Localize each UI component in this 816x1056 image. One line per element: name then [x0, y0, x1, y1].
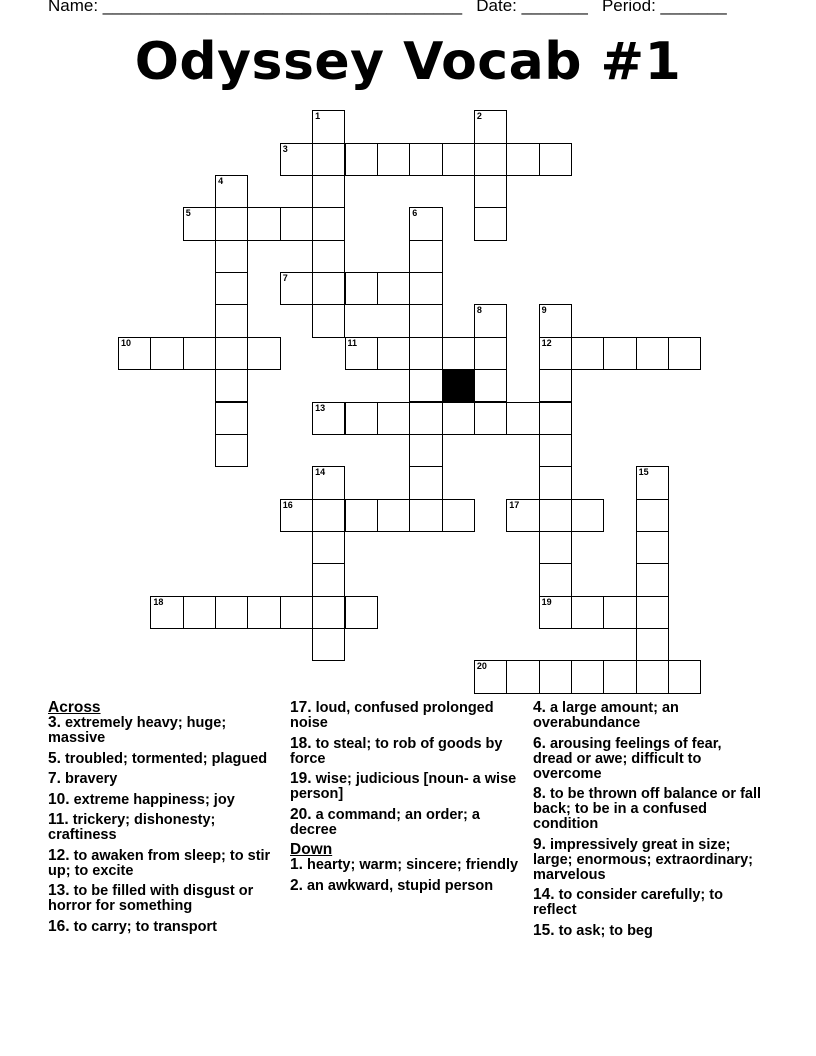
crossword-cell[interactable]: [539, 596, 572, 629]
clue-number-label: 17.: [290, 699, 312, 716]
clue-number: 7: [282, 273, 288, 284]
crossword-cell[interactable]: [474, 175, 507, 208]
clue-text: impressively great in size; large; enormous; extraordinary; marvelous: [533, 836, 753, 883]
clue-number: 8: [476, 305, 482, 316]
crossword-cell[interactable]: [539, 304, 572, 337]
clue: [48, 883, 280, 914]
crossword-cell[interactable]: [636, 499, 669, 532]
crossword-cell[interactable]: [118, 337, 151, 370]
clue-column-3: [533, 700, 765, 943]
crossword-cell[interactable]: [474, 110, 507, 143]
crossword-cell[interactable]: [506, 660, 539, 693]
crossword-cell[interactable]: [603, 660, 636, 693]
clue: [533, 700, 765, 731]
clue-number-label: 18.: [290, 734, 312, 752]
crossword-cell[interactable]: [474, 143, 507, 176]
crossword-cell[interactable]: [409, 304, 442, 337]
crossword-cell[interactable]: [215, 434, 248, 467]
clue-number-label: 5.: [48, 749, 61, 767]
clue-column-2: [290, 700, 520, 898]
crossword-cell[interactable]: [409, 434, 442, 467]
crossword-cell[interactable]: [377, 272, 410, 305]
clue-text: arousing feelings of fear, dread or awe; difficult to overcome: [533, 735, 722, 782]
crossword-cell[interactable]: [150, 596, 183, 629]
down-clue-list: [290, 857, 520, 894]
crossword-cell[interactable]: [312, 240, 345, 273]
clue-number-label: 20.: [290, 805, 312, 823]
clue: [48, 848, 280, 879]
crossword-cell[interactable]: [247, 207, 280, 240]
crossword-cell[interactable]: [312, 628, 345, 661]
crossword-cell[interactable]: [183, 596, 216, 629]
crossword-cell[interactable]: [215, 175, 248, 208]
crossword-cell[interactable]: [247, 337, 280, 370]
crossword-cell[interactable]: [539, 143, 572, 176]
across-heading: Across: [48, 699, 101, 716]
clue: [290, 700, 520, 731]
crossword-cell[interactable]: [442, 499, 475, 532]
crossword-cell[interactable]: [603, 596, 636, 629]
clue: [533, 736, 765, 782]
crossword-cell[interactable]: [636, 563, 669, 596]
crossword-cell[interactable]: [409, 369, 442, 402]
crossword-cell[interactable]: [409, 466, 442, 499]
clue-number-label: 9.: [533, 835, 546, 853]
crossword-cell[interactable]: [636, 531, 669, 564]
clue-text: a command; an order; a decree: [290, 806, 480, 838]
crossword-cell[interactable]: [409, 402, 442, 435]
crossword-cell[interactable]: [409, 240, 442, 273]
crossword-cell[interactable]: [668, 660, 701, 693]
clue-number: 10: [121, 337, 132, 348]
clue: [48, 715, 280, 746]
crossword-cell[interactable]: [312, 304, 345, 337]
clue-text: an awkward, stupid person: [302, 877, 494, 894]
crossword-cell[interactable]: [312, 207, 345, 240]
clue: [48, 751, 280, 767]
crossword-cell[interactable]: [280, 143, 313, 176]
clue: [290, 857, 520, 873]
clue: [533, 837, 765, 883]
crossword-cell[interactable]: [280, 207, 313, 240]
clue-number: 9: [541, 305, 547, 316]
clue: [290, 736, 520, 767]
crossword-cell[interactable]: [474, 660, 507, 693]
crossword-cell[interactable]: [345, 272, 378, 305]
clue-text: loud, confused prolonged noise: [290, 700, 494, 731]
clue-number: 1: [315, 111, 321, 122]
clue: [48, 792, 280, 808]
clue: [290, 771, 520, 802]
crossword-cell[interactable]: [474, 369, 507, 402]
crossword-cell[interactable]: [409, 143, 442, 176]
clue-text: extremely heavy; huge; massive: [48, 715, 227, 746]
down-heading: Down: [290, 841, 333, 858]
clue-number: 14: [315, 467, 326, 478]
crossword-cell[interactable]: [442, 143, 475, 176]
across-clue-list-continued: [290, 700, 520, 838]
crossword-cell[interactable]: [377, 499, 410, 532]
clue-text: trickery; dishonesty; craftiness: [48, 812, 216, 843]
clue-number: 6: [412, 208, 418, 219]
clue: [48, 771, 280, 787]
clue-number-label: 16.: [48, 917, 70, 935]
clue-text: wise; judicious [noun- a wise person]: [290, 771, 517, 802]
crossword-cell[interactable]: [474, 207, 507, 240]
clue-text: to steal; to rob of goods by force: [290, 735, 503, 767]
crossword-cell[interactable]: [409, 499, 442, 532]
clue-number: 2: [476, 111, 482, 122]
crossword-cell[interactable]: [506, 143, 539, 176]
crossword-cell[interactable]: [636, 628, 669, 661]
header-fields: Name: ______________________________________ Date: _______ Period: _______: [48, 0, 727, 15]
crossword-cell[interactable]: [215, 337, 248, 370]
clue-text: to consider carefully; to reflect: [533, 887, 723, 918]
crossword-cell[interactable]: [539, 563, 572, 596]
clue-number: 11: [347, 337, 358, 348]
crossword-cell[interactable]: [345, 402, 378, 435]
clue-number: 13: [315, 402, 326, 413]
clue-number: 19: [541, 596, 552, 607]
crossword-cell[interactable]: [409, 272, 442, 305]
crossword-cell[interactable]: [636, 596, 669, 629]
crossword-cell[interactable]: [442, 337, 475, 370]
clue-text: to carry; to transport: [69, 918, 217, 935]
clue-number: 15: [638, 467, 649, 478]
crossword-cell[interactable]: [183, 207, 216, 240]
clue-number: 20: [476, 661, 487, 672]
crossword-cell[interactable]: [345, 143, 378, 176]
clue-number-label: 14.: [533, 886, 555, 903]
clue-text: bravery: [60, 771, 118, 787]
crossword-cell[interactable]: [474, 402, 507, 435]
crossword-cell[interactable]: [636, 337, 669, 370]
crossword-cell[interactable]: [215, 272, 248, 305]
crossword-cell[interactable]: [636, 660, 669, 693]
crossword-cell[interactable]: [280, 499, 313, 532]
clue-text: to ask; to beg: [554, 922, 653, 939]
clue-number-label: 10.: [48, 790, 70, 808]
down-clue-list-continued: [533, 700, 765, 939]
clue-number: 3: [282, 143, 288, 154]
clue-text: to be thrown off balance or fall back; to be in a confused condition: [533, 786, 762, 832]
crossword-cell[interactable]: [345, 337, 378, 370]
crossword-cell[interactable]: [215, 369, 248, 402]
crossword-cell[interactable]: [312, 596, 345, 629]
crossword-cell[interactable]: [636, 466, 669, 499]
crossword-cell[interactable]: [215, 402, 248, 435]
crossword-cell[interactable]: [150, 337, 183, 370]
crossword-cell[interactable]: [442, 402, 475, 435]
crossword-cell[interactable]: [571, 499, 604, 532]
crossword-cell[interactable]: [312, 110, 345, 143]
clue-number-label: 8.: [533, 785, 546, 802]
clue-text: to awaken from sleep; to stir up; to excite: [48, 847, 271, 879]
clue-number: 18: [153, 596, 164, 607]
crossword-cell[interactable]: [312, 466, 345, 499]
clue-column-1: [48, 700, 280, 939]
clue-number-label: 13.: [48, 882, 70, 899]
clue: [533, 923, 765, 939]
page-title: Odyssey Vocab #1: [134, 32, 682, 92]
crossword-cell[interactable]: [280, 596, 313, 629]
crossword-cell[interactable]: [668, 337, 701, 370]
clue-text: extreme happiness; joy: [69, 791, 235, 808]
crossword-cell[interactable]: [539, 660, 572, 693]
crossword-cell[interactable]: [377, 402, 410, 435]
clue-number: 4: [218, 176, 224, 187]
crossword-cell[interactable]: [506, 499, 539, 532]
crossword-cell[interactable]: [247, 596, 280, 629]
clue-number-label: 3.: [48, 714, 61, 731]
crossword-cell[interactable]: [183, 337, 216, 370]
clue-number-label: 4.: [533, 699, 546, 716]
clue-number-label: 6.: [533, 734, 546, 752]
crossword-cell[interactable]: [377, 143, 410, 176]
crossword-block: [442, 369, 475, 402]
clue: [48, 919, 280, 935]
across-clue-list: [48, 715, 280, 935]
crossword-cell[interactable]: [312, 563, 345, 596]
clue-number: 5: [185, 208, 191, 219]
clue-text: hearty; warm; sincere; friendly: [302, 857, 519, 873]
crossword-cell[interactable]: [215, 596, 248, 629]
clue: [533, 887, 765, 918]
clue-number: 12: [541, 337, 552, 348]
crossword-cell[interactable]: [539, 466, 572, 499]
clue-number-label: 19.: [290, 770, 312, 787]
crossword-cell[interactable]: [312, 175, 345, 208]
crossword-cell[interactable]: [571, 337, 604, 370]
crossword-cell[interactable]: [506, 402, 539, 435]
crossword-cell[interactable]: [215, 240, 248, 273]
crossword-cell[interactable]: [377, 337, 410, 370]
clue: [290, 878, 520, 894]
crossword-cell[interactable]: [539, 369, 572, 402]
crossword-cell[interactable]: [474, 304, 507, 337]
crossword-cell[interactable]: [215, 304, 248, 337]
crossword-cell[interactable]: [539, 434, 572, 467]
crossword-cell[interactable]: [312, 143, 345, 176]
crossword-cell[interactable]: [280, 272, 313, 305]
crossword-cell[interactable]: [539, 531, 572, 564]
clue-number: 17: [509, 499, 520, 510]
clue-number-label: 2.: [290, 876, 303, 894]
crossword-cell[interactable]: [474, 337, 507, 370]
crossword-cell[interactable]: [345, 596, 378, 629]
crossword-cell[interactable]: [312, 272, 345, 305]
clue-number: 16: [282, 499, 293, 510]
clue-number-label: 7.: [48, 770, 61, 787]
crossword-cell[interactable]: [539, 337, 572, 370]
clue-number-label: 12.: [48, 846, 70, 864]
crossword-cell[interactable]: [312, 402, 345, 435]
crossword-cell[interactable]: [603, 337, 636, 370]
clue: [48, 812, 280, 843]
crossword-cell[interactable]: [571, 660, 604, 693]
clue-number-label: 1.: [290, 856, 303, 873]
clue-text: a large amount; an overabundance: [533, 700, 679, 731]
crossword-cell[interactable]: [312, 531, 345, 564]
crossword-cell[interactable]: [345, 499, 378, 532]
crossword-cell[interactable]: [312, 499, 345, 532]
clue-text: troubled; tormented; plagued: [60, 750, 268, 767]
crossword-cell[interactable]: [539, 499, 572, 532]
clue-text: to be filled with disgust or horror for something: [48, 883, 254, 914]
crossword-cell[interactable]: [409, 207, 442, 240]
crossword-cell[interactable]: [409, 337, 442, 370]
clue: [533, 786, 765, 832]
crossword-cell[interactable]: [539, 402, 572, 435]
clue-number-label: 11.: [48, 811, 69, 828]
crossword-cell[interactable]: [215, 207, 248, 240]
crossword-cell[interactable]: [571, 596, 604, 629]
clue: [290, 807, 520, 838]
clue-number-label: 15.: [533, 921, 555, 939]
